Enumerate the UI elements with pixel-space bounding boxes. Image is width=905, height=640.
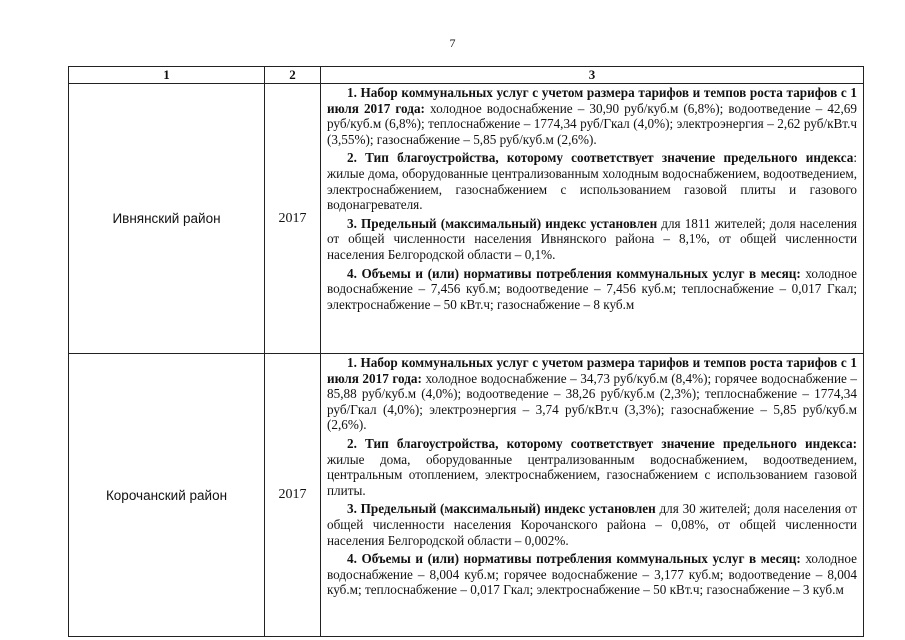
tariff-table — [68, 66, 864, 637]
header-col-1: 1 — [69, 67, 265, 84]
item-text: жилые дома, оборудованные централизованным водоснабжением, водоотведением, центральным отоплением, электроснабжением, газоснабжением с использованием газовой плиты. — [327, 451, 857, 498]
table-row — [69, 84, 864, 354]
item-1 — [327, 355, 857, 433]
item-text: для 1811 жителей; доля населения от общей численности населения Ивнянского района – 8,1%, от общей численности населения Белгородской области – 0,1%. — [327, 215, 857, 262]
item-1 — [327, 85, 857, 147]
year: 2017 — [265, 354, 321, 637]
item-text: холодное водоснабжение – 34,73 руб/куб.м (8,4%); горячее водоснабжение – 85,88 руб/куб.м (4,0%); водоотведение – 38,26 руб/куб.м (2,3%); теплоснабжение – 1774,34 руб/Гкал (4,0%); электроэнергия – 3,74 руб/кВт.ч (3,3%); газоснабжение – 5,85 руб/куб.м (2,6%). — [327, 370, 857, 433]
table-header-row — [69, 67, 864, 84]
item-text: холодное водоснабжение – 30,90 руб/куб.м (6,8%); водоотведение – 42,69 руб/куб.м (6,8%); теплоснабжение – 1774,34 руб/Гкал (4,0%); электроэнергия – 2,62 руб/кВт.ч (3,55%); газоснабжение – 5,85 руб/куб.м (2,6%). — [327, 100, 857, 147]
item-text: холодное водоснабжение – 7,456 куб.м; водоотведение – 7,456 куб.м; теплоснабжение – 0,017 Гкал; электроснабжение – 50 кВт.ч; газоснабжение – 8 куб.м — [327, 265, 857, 312]
item-4 — [327, 266, 857, 313]
item-4 — [327, 551, 857, 598]
item-text: холодное водоснабжение – 8,004 куб.м; горячее водоснабжение – 3,177 куб.м; водоотведение – 8,004 куб.м; теплоснабжение – 0,017 Гкал; электроснабжение – 50 кВт.ч; газоснабжение – 3 куб.м — [327, 551, 857, 598]
table-row — [69, 354, 864, 637]
item-heading: 3. Предельный (максимальный) индекс установлен — [347, 501, 656, 517]
item-heading: 4. Объемы и (или) нормативы потребления коммунальных услуг в месяц: — [347, 551, 801, 567]
district-name: Корочанский район — [69, 354, 265, 637]
description-cell — [321, 354, 864, 637]
item-text: : жилые дома, оборудованные централизованным холодным водоснабжением, водоотведением, электроснабжением, газоснабжением с использованием газовой плиты и газового водонагревателя. — [327, 150, 857, 213]
item-2 — [327, 436, 857, 498]
header-col-2: 2 — [265, 67, 321, 84]
item-heading: 4. Объемы и (или) нормативы потребления коммунальных услуг в месяц: — [347, 265, 801, 281]
item-heading: 1. Набор коммунальных услуг с учетом размера тарифов и темпов роста тарифов с 1 июля 2017 года: — [327, 85, 857, 116]
item-text: для 30 жителей; доля населения от общей численности населения Корочанского района – 0,08%, от общей численности населения Белгородской области – 0,002%. — [327, 501, 857, 548]
district-name: Ивнянский район — [69, 84, 265, 354]
header-col-3: 3 — [321, 67, 864, 84]
item-2 — [327, 150, 857, 212]
item-3 — [327, 216, 857, 263]
item-heading: 2. Тип благоустройства, которому соответствует значение предельного индекса — [347, 150, 854, 166]
item-3 — [327, 501, 857, 548]
year: 2017 — [265, 84, 321, 354]
page-number: 7 — [449, 36, 456, 50]
item-heading: 1. Набор коммунальных услуг с учетом размера тарифов и темпов роста тарифов с 1 июля 2017 года: — [327, 355, 857, 386]
item-heading: 2. Тип благоустройства, которому соответствует значение предельного индекса: — [347, 435, 857, 451]
item-heading: 3. Предельный (максимальный) индекс установлен — [347, 215, 658, 231]
description-cell — [321, 84, 864, 354]
